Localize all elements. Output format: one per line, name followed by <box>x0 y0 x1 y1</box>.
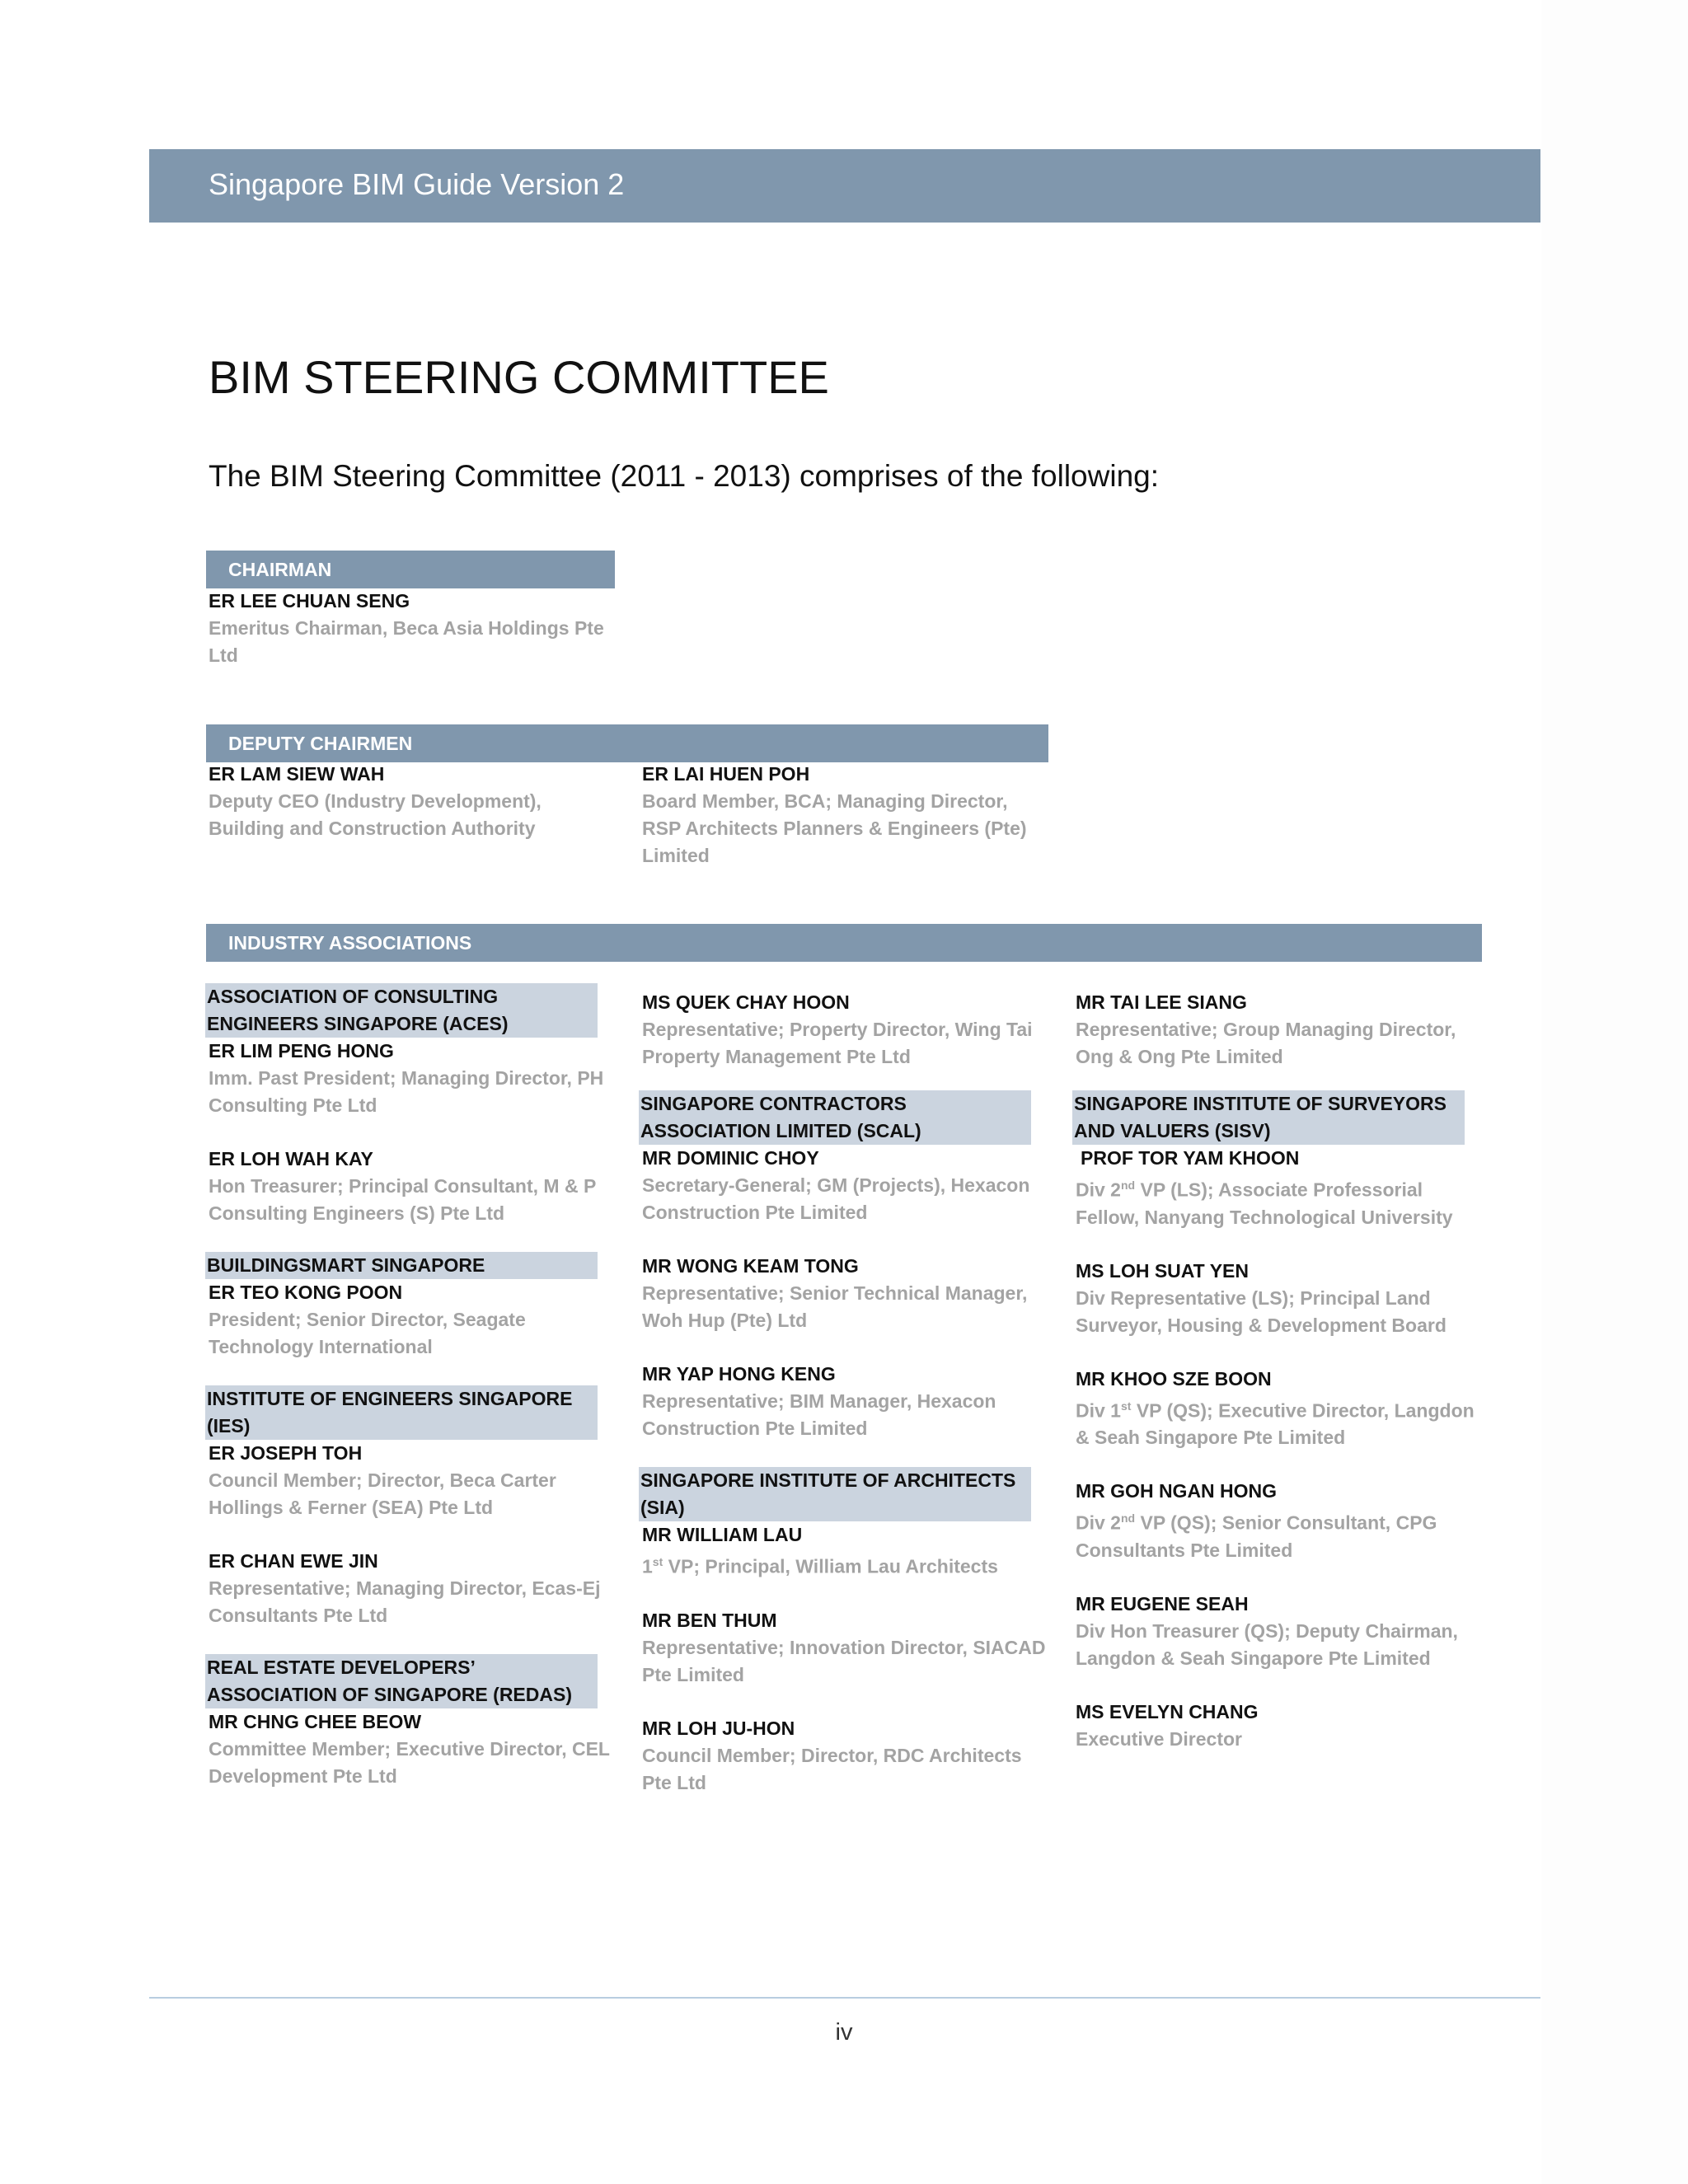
page-number: iv <box>835 2019 853 2046</box>
member-role: Representative; Innovation Director, SIACAD Pte Limited <box>642 1636 1046 1685</box>
member-name: MS QUEK CHAY HOON <box>642 991 850 1013</box>
member-lee-chuan-seng <box>209 588 612 669</box>
member-role: Representative; Senior Technical Manager, Woh Hup (Pte) Ltd <box>642 1282 1028 1331</box>
member-role: 1st VP; Principal, William Lau Architects <box>642 1555 998 1577</box>
member-lai-huen-poh <box>642 761 1046 869</box>
member-name: ER JOSEPH TOH <box>209 1442 363 1464</box>
member-name: MR LOH JU-HON <box>642 1717 795 1739</box>
org-header-scal: SINGAPORE CONTRACTORS ASSOCIATION LIMITED (SCAL) <box>639 1090 1031 1145</box>
member-name: MS EVELYN CHANG <box>1076 1700 1259 1722</box>
member-role: Representative; Property Director, Wing Tai Property Management Pte Ltd <box>642 1019 1033 1067</box>
chairman-column <box>209 588 612 669</box>
member-role: Representative; Managing Director, Ecas-Ej Consultants Pte Ltd <box>209 1577 601 1626</box>
member-name: MR TAI LEE SIANG <box>1076 991 1247 1013</box>
member-role: Emeritus Chairman, Beca Asia Holdings Pte Ltd <box>209 617 604 666</box>
deputy-column-1 <box>209 761 588 842</box>
member-role: Div 2nd VP (QS); Senior Consultant, CPG Consultants Pte Limited <box>1076 1511 1437 1561</box>
member-name: ER TEO KONG POON <box>209 1282 403 1303</box>
member-name: MS LOH SUAT YEN <box>1076 1259 1249 1282</box>
member-name: ER LAI HUEN POH <box>642 763 810 785</box>
member-name: ER LIM PENG HONG <box>209 1040 394 1062</box>
member-name: MR WILLIAM LAU <box>642 1524 803 1545</box>
member-role: Imm. Past President; Managing Director, PH Consulting Pte Ltd <box>209 1067 604 1116</box>
org-header-redas: REAL ESTATE DEVELOPERS’ ASSOCIATION OF SINGAPORE (REDAS) <box>205 1654 598 1708</box>
industry-column-3 <box>1072 989 1484 1753</box>
section-chairman-header: CHAIRMAN <box>206 551 615 588</box>
member-role: Council Member; Director, RDC Architects Pte Ltd <box>642 1744 1022 1793</box>
member-role: Div Representative (LS); Principal Land Surveyor, Housing & Development Board <box>1076 1286 1447 1336</box>
org-header-ies: INSTITUTE OF ENGINEERS SINGAPORE (IES) <box>205 1385 598 1440</box>
org-header-sia: SINGAPORE INSTITUTE OF ARCHITECTS (SIA) <box>639 1467 1031 1521</box>
member-name: MR YAP HONG KENG <box>642 1363 836 1385</box>
member-name: MR CHNG CHEE BEOW <box>209 1711 422 1732</box>
member-role: Deputy CEO (Industry Development), Building and Construction Authority <box>209 790 542 839</box>
member-name: MR GOH NGAN HONG <box>1076 1480 1278 1502</box>
member-name: PROF TOR YAM KHOON <box>1081 1147 1300 1169</box>
member-role: Secretary-General; GM (Projects), Hexacon Construction Pte Limited <box>642 1174 1030 1223</box>
industry-column-2 <box>639 989 1051 1797</box>
member-role: Div 2nd VP (LS); Associate Professorial Fellow, Nanyang Technological University <box>1076 1179 1453 1228</box>
member-name: ER LOH WAH KAY <box>209 1148 373 1169</box>
member-name: ER CHAN EWE JIN <box>209 1550 378 1572</box>
page-title: BIM STEERING COMMITTEE <box>209 351 829 403</box>
member-role: President; Senior Director, Seagate Technology International <box>209 1309 526 1357</box>
member-lam-siew-wah <box>209 761 588 842</box>
org-header-sisv: SINGAPORE INSTITUTE OF SURVEYORS AND VALUERS (SISV) <box>1072 1090 1465 1145</box>
section-industry-associations-header: INDUSTRY ASSOCIATIONS <box>206 924 1482 962</box>
section-deputy-chairmen-header: DEPUTY CHAIRMEN <box>206 724 1048 762</box>
org-header-aces: ASSOCIATION OF CONSULTING ENGINEERS SINGAPORE (ACES) <box>205 983 598 1038</box>
member-role: Board Member, BCA; Managing Director, RSP Architects Planners & Engineers (Pte) Limited <box>642 790 1027 866</box>
member-role: Committee Member; Executive Director, CEL Development Pte Ltd <box>209 1738 610 1787</box>
member-name: MR EUGENE SEAH <box>1076 1592 1249 1615</box>
org-header-buildingsmart: BUILDINGSMART SINGAPORE <box>205 1252 598 1279</box>
intro-text: The BIM Steering Committee (2011 - 2013) comprises of the following: <box>209 459 1159 493</box>
footer-divider <box>149 1997 1540 1999</box>
member-name: MR DOMINIC CHOY <box>642 1147 819 1169</box>
document-title: Singapore BIM Guide Version 2 <box>209 167 625 201</box>
industry-column-1 <box>205 983 617 1790</box>
member-role: Div 1st VP (QS); Executive Director, Langdon & Seah Singapore Pte Limited <box>1076 1399 1475 1449</box>
member-name: MR BEN THUM <box>642 1609 777 1631</box>
member-name: ER LEE CHUAN SENG <box>209 590 410 612</box>
member-name: ER LAM SIEW WAH <box>209 763 385 785</box>
page-edge-shade <box>1541 0 1688 2184</box>
member-role: Representative; BIM Manager, Hexacon Construction Pte Limited <box>642 1390 996 1439</box>
member-role: Representative; Group Managing Director, Ong & Ong Pte Limited <box>1076 1019 1456 1067</box>
member-role: Council Member; Director, Beca Carter Hollings & Ferner (SEA) Pte Ltd <box>209 1469 556 1518</box>
member-role: Executive Director <box>1076 1727 1242 1750</box>
member-role: Div Hon Treasurer (QS); Deputy Chairman, Langdon & Seah Singapore Pte Limited <box>1076 1619 1458 1669</box>
member-role: Hon Treasurer; Principal Consultant, M & P Consulting Engineers (S) Pte Ltd <box>209 1175 596 1224</box>
member-name: MR KHOO SZE BOON <box>1076 1367 1272 1390</box>
deputy-column-2 <box>642 761 1046 869</box>
header-bar <box>149 149 1540 223</box>
member-name: MR WONG KEAM TONG <box>642 1255 859 1277</box>
